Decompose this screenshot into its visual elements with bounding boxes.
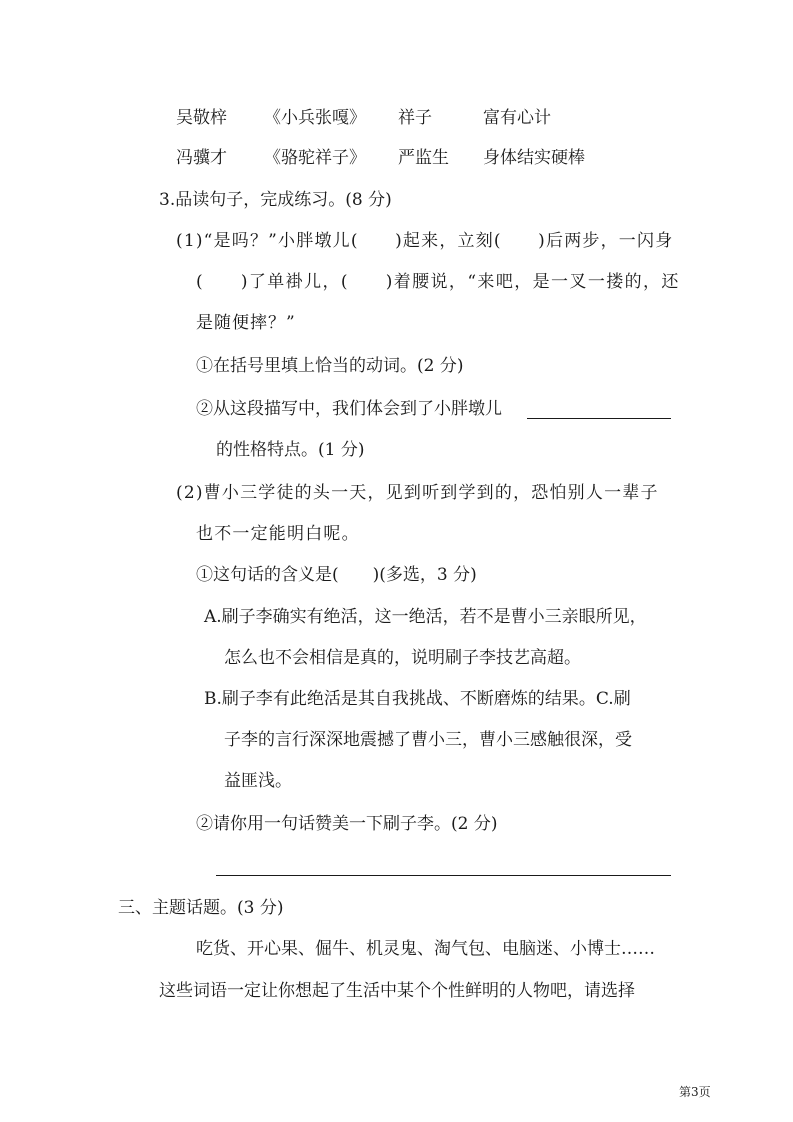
page-number: 第3页 xyxy=(679,1085,711,1099)
section-3-title: 三、主题话题。(3 分) xyxy=(118,898,284,918)
section-3-paragraph: 吃货、开心果、倔牛、机灵鬼、淘气包、电脑迷、小博士…… xyxy=(196,939,655,959)
option-b: B.刷子李有此绝活是其自我挑战、不断磨炼的结果。C.刷 xyxy=(204,689,631,709)
option-c: 子李的言行深深地震撼了曹小三，曹小三感触很深，受 xyxy=(224,730,632,750)
question-3-title: 3.品读句子，完成练习。(8 分) xyxy=(159,190,392,210)
answer-blank-praise[interactable] xyxy=(216,875,671,876)
option-a-cont: 怎么也不会相信是真的，说明刷子李技艺高超。 xyxy=(224,648,581,668)
passage-2-line: (2)曹小三学徒的头一天，见到听到学到的，恐怕别人一辈子 xyxy=(176,483,659,503)
match-cell-author: 冯骥才 xyxy=(176,148,227,168)
sub-question-2-2: ②请你用一句话赞美一下刷子李。(2 分) xyxy=(196,814,498,834)
sub-question-1-2-cont: 的性格特点。(1 分) xyxy=(216,440,365,460)
answer-blank-trait[interactable] xyxy=(527,418,671,419)
match-cell-character: 祥子 xyxy=(398,108,432,128)
match-cell-character: 严监生 xyxy=(398,148,449,168)
sub-question-2-1: ①这句话的含义是( )(多选，3 分) xyxy=(196,565,477,585)
sub-question-1-1: ①在括号里填上恰当的动词。(2 分) xyxy=(196,356,464,376)
match-cell-author: 吴敬梓 xyxy=(176,108,227,128)
option-c-cont: 益匪浅。 xyxy=(224,771,292,791)
passage-1-line: (1)“是吗？”小胖墩儿( )起来，立刻( )后两步，一闪身 xyxy=(176,231,674,251)
sub-question-1-2: ②从这段描写中，我们体会到了小胖墩儿 xyxy=(196,399,502,419)
option-a: A.刷子李确实有绝活，这一绝活，若不是曹小三亲眼所见， xyxy=(204,607,647,627)
passage-1-line: ( )了单褂儿，( )着腰说，“来吧，是一叉一搂的，还 xyxy=(196,272,680,292)
match-cell-work: 《小兵张嘎》 xyxy=(264,108,366,128)
passage-2-line: 也不一定能明白呢。 xyxy=(196,524,360,544)
match-cell-trait: 富有心计 xyxy=(483,108,551,128)
match-cell-trait: 身体结实硬棒 xyxy=(483,148,585,168)
section-3-paragraph-cont: 这些词语一定让你想起了生活中某个个性鲜明的人物吧，请选择 xyxy=(159,981,635,1001)
passage-1-line: 是随便摔？” xyxy=(196,313,296,333)
match-cell-work: 《骆驼祥子》 xyxy=(264,148,366,168)
